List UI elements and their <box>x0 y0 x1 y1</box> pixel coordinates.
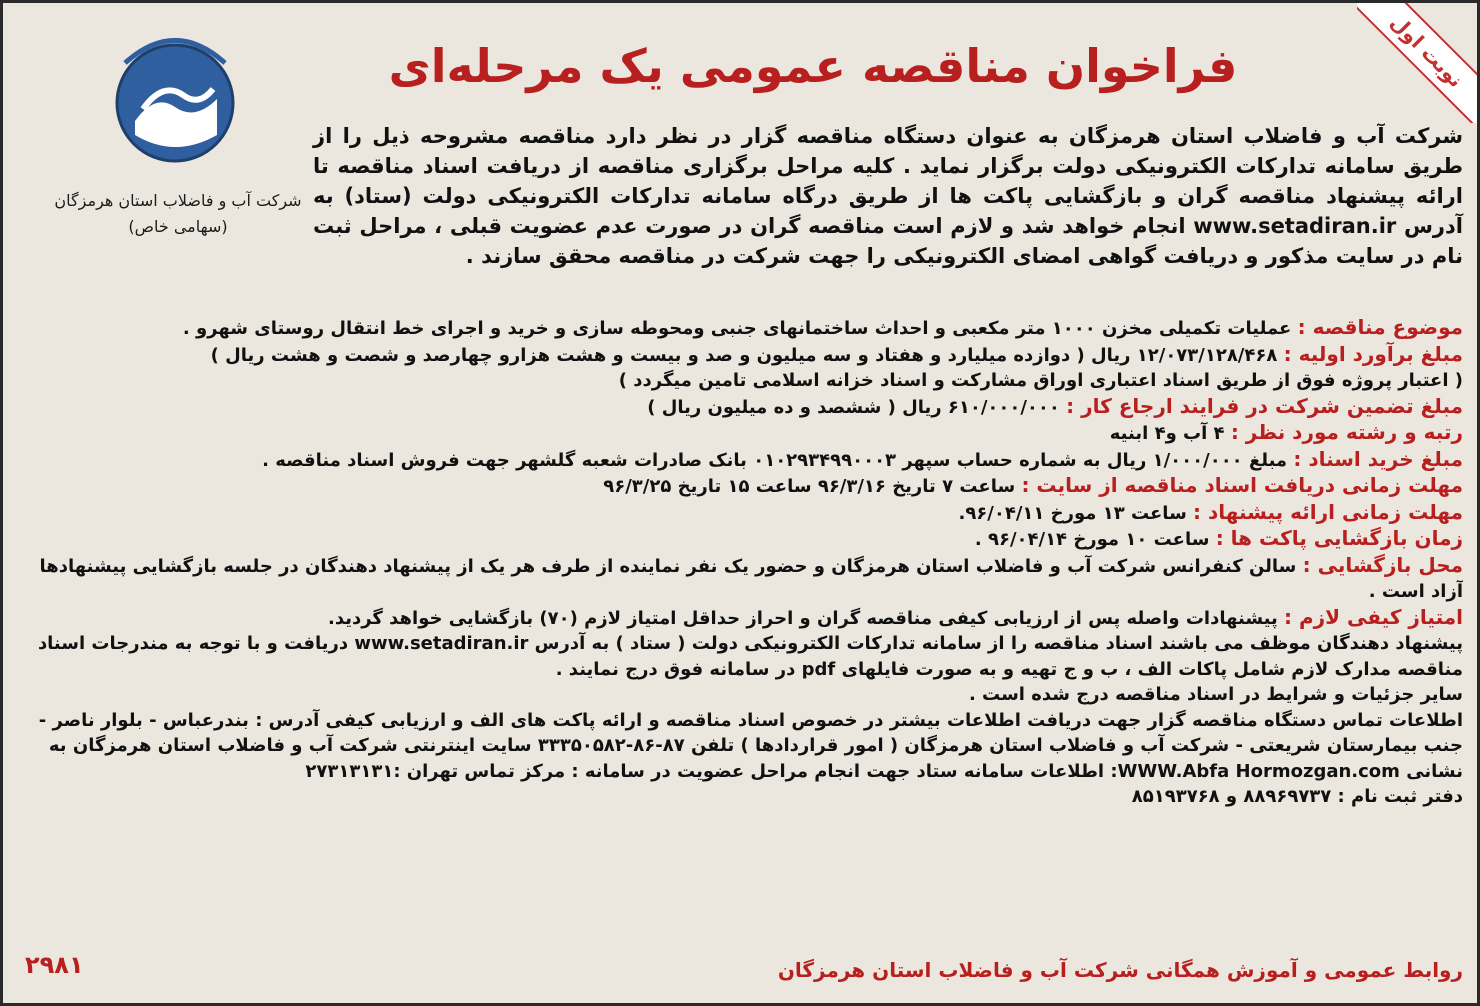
intro-paragraph: شرکت آب و فاضلاب استان هرمزگان به عنوان دستگاه مناقصه گزار در نظر دارد مناقصه مشروحه ذیل را از طریق سامانه تدارکات الکترونیکی دولت برگزار نماید . کلیه مراحل برگزاری مناقصه از دریافت اسناد مناقصه تا ارائه پیشنهاد مناقصه گران و بازگشایی پاکت ها از طریق درگاه سامانه تدارکات الکترونیکی دولت (ستاد) به آدرس www.setadiran.ir انجام خواهد شد و لازم است مناقصه گران در صورت عدم عضویت قبلی ، مراحل ثبت نام در سایت مذکور و دریافت گواهی امضای الکترونیکی را جهت شرکت در مناقصه محقق سازند . <box>313 124 1463 268</box>
detail-text: ۶۱۰/۰۰۰/۰۰۰ ریال ( ششصد و ده میلیون ریال ) <box>647 396 1060 418</box>
detail-row <box>13 342 1463 369</box>
detail-text: ۴ آب و۴ ابنیه <box>1109 423 1225 444</box>
detail-text: ساعت ۱۳ مورخ ۹۶/۰۴/۱۱. <box>958 502 1187 524</box>
detail-label: مهلت زمانی دریافت اسناد مناقصه از سایت : <box>1021 473 1463 497</box>
detail-text: ( اعتبار پروژه فوق از طریق اسناد اعتباری اوراق مشارکت و اسناد خزانه اسلامی تامین میگردد ) <box>618 370 1463 391</box>
detail-text: سالن کنفرانس شرکت آب و فاضلاب استان هرمزگان و حضور یک نفر نماینده از طرف هر یک از پیشنهاد دهندگان در جلسه بازگشایی پیشنهادها آزاد است . <box>39 555 1463 602</box>
detail-row <box>13 315 1463 342</box>
logo-caption-line1: شرکت آب و فاضلاب استان هرمزگان <box>54 191 302 210</box>
company-logo-icon <box>95 23 255 183</box>
detail-text: ساعت ۷ تاریخ ۹۶/۳/۱۶ ساعت ۱۵ تاریخ ۹۶/۳/۲۵ <box>603 476 1016 497</box>
detail-row <box>13 605 1463 632</box>
badge-label: نوبت اول <box>1357 3 1477 123</box>
detail-text: پیشنهاد دهندگان موظف می باشند اسناد مناقصه را از سامانه تدارکات الکترونیکی دولت ( ستاد ) به آدرس www.setadiran.ir دریافت و با توجه به مندرجات اسناد مناقصه مدارک لازم شامل پاکات الف ، ب و ج تهیه و به صورت فایلهای pdf در سامانه فوق درج نمایند . <box>37 633 1463 680</box>
corner-badge <box>1357 3 1477 123</box>
detail-label: موضوع مناقصه : <box>1297 315 1463 339</box>
detail-row <box>13 553 1463 605</box>
detail-text: دفتر ثبت نام : ۸۸۹۶۹۷۳۷ و ۸۵۱۹۳۷۶۸ <box>1131 786 1463 807</box>
detail-text: ساعت ۱۰ مورخ ۹۶/۰۴/۱۴ . <box>974 529 1210 550</box>
detail-row <box>13 708 1463 785</box>
detail-text: عملیات تکمیلی مخزن ۱۰۰۰ متر مکعبی و احداث ساختمانهای جنبی ومحوطه سازی و خرید و اجرای خط انتقال روستای شهرو . <box>182 318 1292 339</box>
logo-caption <box>43 188 313 240</box>
detail-row <box>13 473 1463 500</box>
ad-details <box>13 315 1463 810</box>
detail-label: مهلت زمانی ارائه پیشنهاد : <box>1193 499 1463 524</box>
detail-text: ۱۲/۰۷۳/۱۲۸/۴۶۸ ریال ( دوازده میلیارد و هفتاد و سه میلیون و صد و بیست و هشت هزارو چهارصد و شصت و هشت ریال ) <box>210 344 1278 366</box>
detail-label: زمان بازگشایی پاکت ها : <box>1215 526 1463 550</box>
detail-row <box>13 500 1463 527</box>
detail-label: امتیاز کیفی لازم : <box>1284 604 1463 629</box>
ad-title: فراخوان مناقصه عمومی یک مرحله‌ای <box>388 39 1238 93</box>
detail-row <box>13 420 1463 447</box>
detail-text: سایر جزئیات و شرایط در اسناد مناقصه درج شده است . <box>968 684 1463 705</box>
detail-text: اطلاعات تماس دستگاه مناقصه گزار جهت دریافت اطلاعات بیشتر در خصوص اسناد مناقصه و ارائه پاکت های الف و ارزیابی کیفی آدرس : بندرعباس - بلوار ناصر - جنب بیمارستان شریعتی - شرکت آب و فاضلاب استان هرمزگان ( امور قراردادها ) تلفن ۸۷-۸۶-۳۳۳۵۰۵۸۲ سایت اینترنتی شرکت آب و فاضلاب استان هرمزگان به نشانی WWW.Abfa Hormozgan.com: اطلاعات سامانه ستاد جهت انجام مراحل عضویت در سامانه : مرکز تماس تهران :۲۷۳۱۳۱۳۱ <box>38 709 1463 782</box>
detail-text: مبلغ ۱/۰۰۰/۰۰۰ ریال به شماره حساب سپهر ۰۱۰۲۹۳۴۹۹۰۰۰۳ بانک صادرات شعبه گلشهر جهت فروش اسناد مناقصه . <box>262 449 1288 471</box>
detail-label: مبلغ خرید اسناد : <box>1293 446 1463 471</box>
detail-text: پیشنهادات واصله پس از ارزیابی کیفی مناقصه گران و احراز حداقل امتیاز لازم (۷۰) بازگشایی خواهد گردید. <box>327 607 1278 629</box>
detail-row <box>13 526 1463 553</box>
detail-label: رتبه و رشته مورد نظر : <box>1230 420 1463 444</box>
detail-label: مبلغ برآورد اولیه : <box>1283 341 1463 366</box>
detail-row <box>13 631 1463 682</box>
detail-row <box>13 447 1463 474</box>
logo-caption-line2: (سهامی خاص) <box>128 217 228 236</box>
detail-label: محل بازگشایی : <box>1302 552 1463 577</box>
detail-row <box>13 394 1463 421</box>
detail-row <box>13 368 1463 394</box>
ad-code: ۲۹۸۱ <box>25 951 84 979</box>
detail-label: مبلغ تضمین شرکت در فرایند ارجاع کار : <box>1066 393 1463 418</box>
footer-credit: روابط عمومی و آموزش همگانی شرکت آب و فاضلاب استان هرمزگان <box>777 958 1463 982</box>
detail-row <box>13 784 1463 810</box>
detail-row <box>13 682 1463 708</box>
